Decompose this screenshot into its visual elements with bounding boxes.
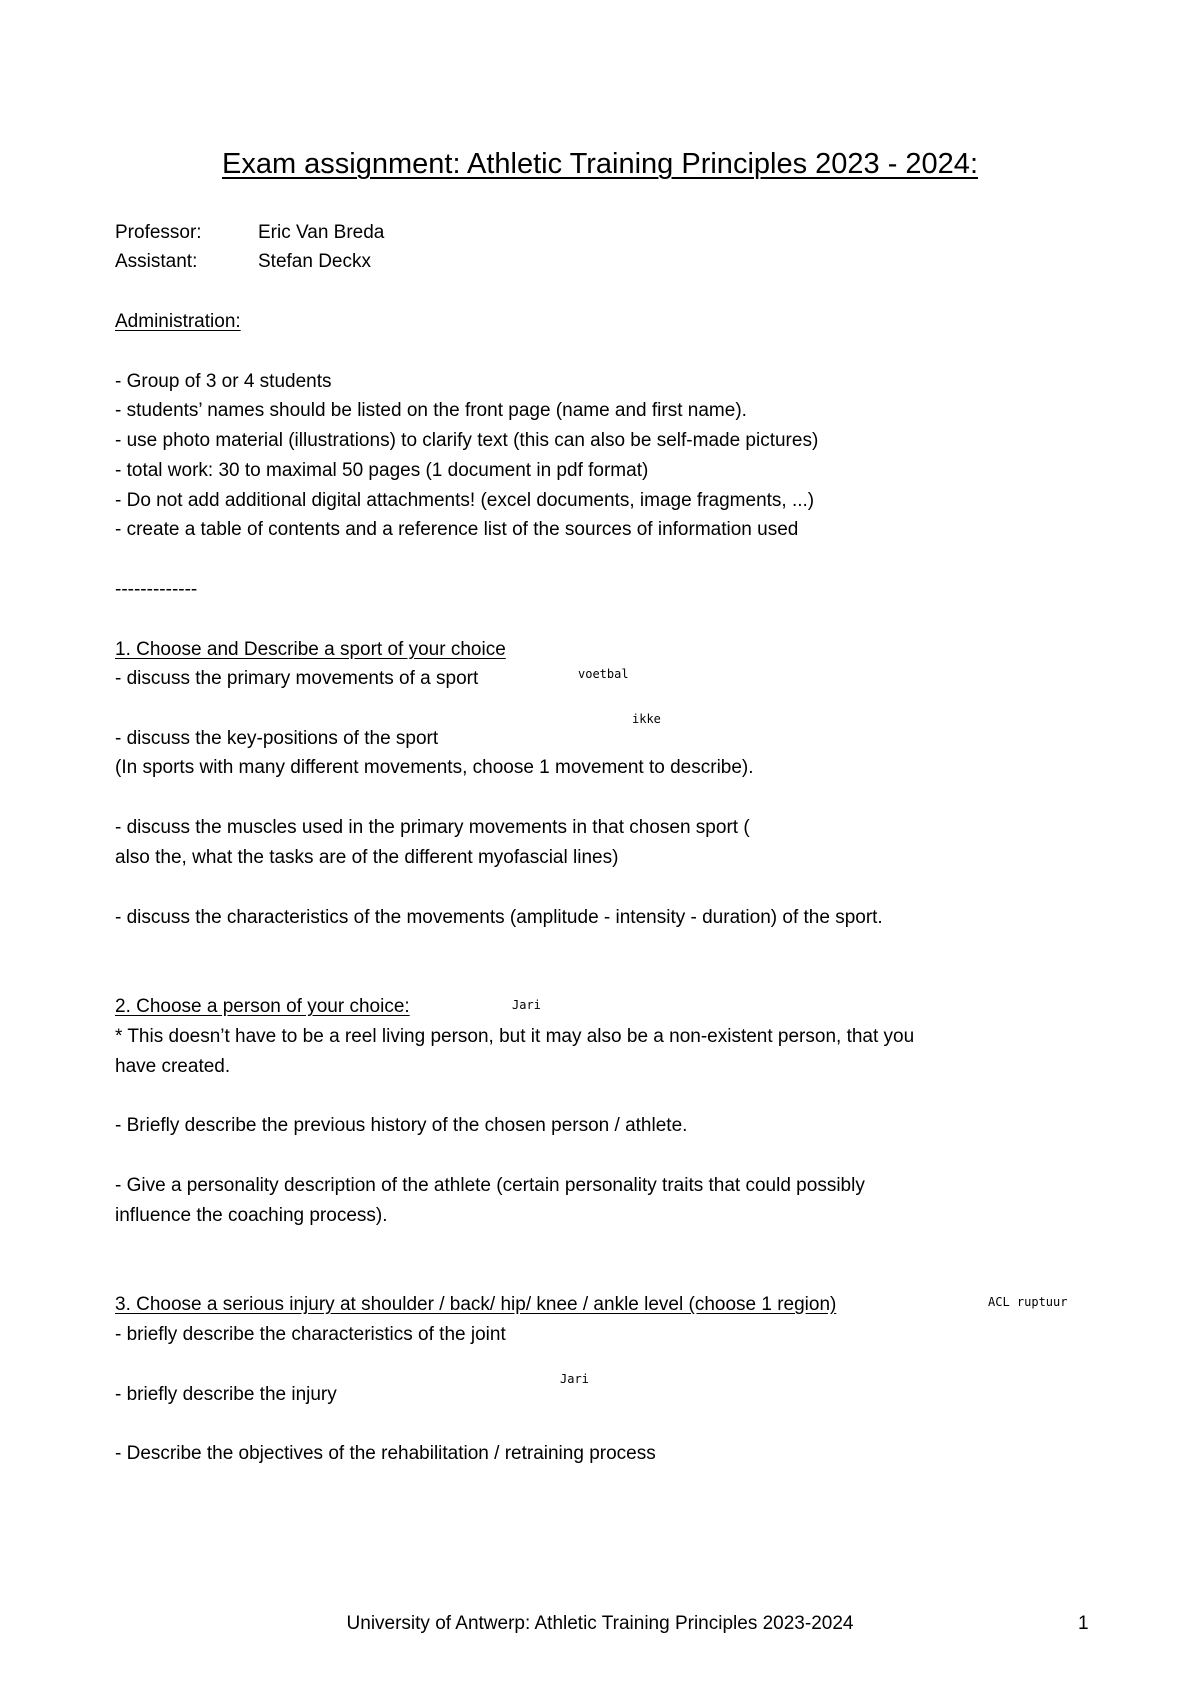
section1-line: also the, what the tasks are of the different myofascial lines) <box>115 847 619 868</box>
section3-line: - briefly describe the characteristics of the joint <box>115 1324 506 1345</box>
assistant-name: Stefan Deckx <box>258 251 371 272</box>
admin-item: - Do not add additional digital attachments! (excel documents, image fragments, ...) <box>115 490 815 511</box>
section3-line: - briefly describe the injury <box>115 1384 337 1405</box>
section2-line: * This doesn’t have to be a reel living person, but it may also be a non-existent person, that you <box>115 1026 915 1047</box>
professor-row <box>115 220 384 246</box>
page-number: 1 <box>1078 1613 1089 1634</box>
page-title: Exam assignment: Athletic Training Principles 2023 - 2024: <box>221 148 978 180</box>
administration-heading: Administration: <box>115 311 241 332</box>
professor-name: Eric Van Breda <box>258 222 385 243</box>
handwritten-note: Jari <box>512 998 541 1012</box>
admin-item: - students’ names should be listed on the front page (name and first name). <box>115 400 747 421</box>
section1-line: - discuss the muscles used in the primary movements in that chosen sport ( <box>115 817 750 838</box>
admin-item: - create a table of contents and a reference list of the sources of information used <box>115 519 799 540</box>
section1-line: - discuss the key-positions of the sport <box>115 728 439 749</box>
section2-line: - Briefly describe the previous history of the chosen person / athlete. <box>115 1115 688 1136</box>
admin-item: - total work: 30 to maximal 50 pages (1 document in pdf format) <box>115 460 649 481</box>
section1-line: (In sports with many different movements, choose 1 movement to describe). <box>115 757 754 778</box>
section2-line: influence the coaching process). <box>115 1205 388 1226</box>
section2-heading: 2. Choose a person of your choice: <box>115 996 410 1017</box>
section1-line: - discuss the characteristics of the movements (amplitude - intensity - duration) of the sport. <box>115 907 883 928</box>
section2-line: - Give a personality description of the athlete (certain personality traits that could possibly <box>115 1175 865 1196</box>
handwritten-note: Jari <box>560 1372 589 1386</box>
page-footer: University of Antwerp: Athletic Training Principles 2023-2024 <box>346 1613 854 1634</box>
section2-line: have created. <box>115 1056 231 1077</box>
assistant-row <box>115 249 371 275</box>
assistant-label: Assistant: <box>115 251 198 272</box>
divider: ------------- <box>115 579 198 600</box>
section3-heading: 3. Choose a serious injury at shoulder / back/ hip/ knee / ankle level (choose 1 region) <box>115 1294 837 1315</box>
handwritten-note: ikke <box>632 712 661 726</box>
section1-heading: 1. Choose and Describe a sport of your choice <box>115 639 506 660</box>
section1-line: - discuss the primary movements of a sport <box>115 668 479 689</box>
professor-label: Professor: <box>115 222 202 243</box>
handwritten-note: voetbal <box>578 667 629 681</box>
admin-item: - Group of 3 or 4 students <box>115 371 332 392</box>
section3-line: - Describe the objectives of the rehabilitation / retraining process <box>115 1443 656 1464</box>
admin-item: - use photo material (illustrations) to clarify text (this can also be self-made pictures) <box>115 430 819 451</box>
handwritten-note: ACL ruptuur <box>988 1295 1068 1309</box>
